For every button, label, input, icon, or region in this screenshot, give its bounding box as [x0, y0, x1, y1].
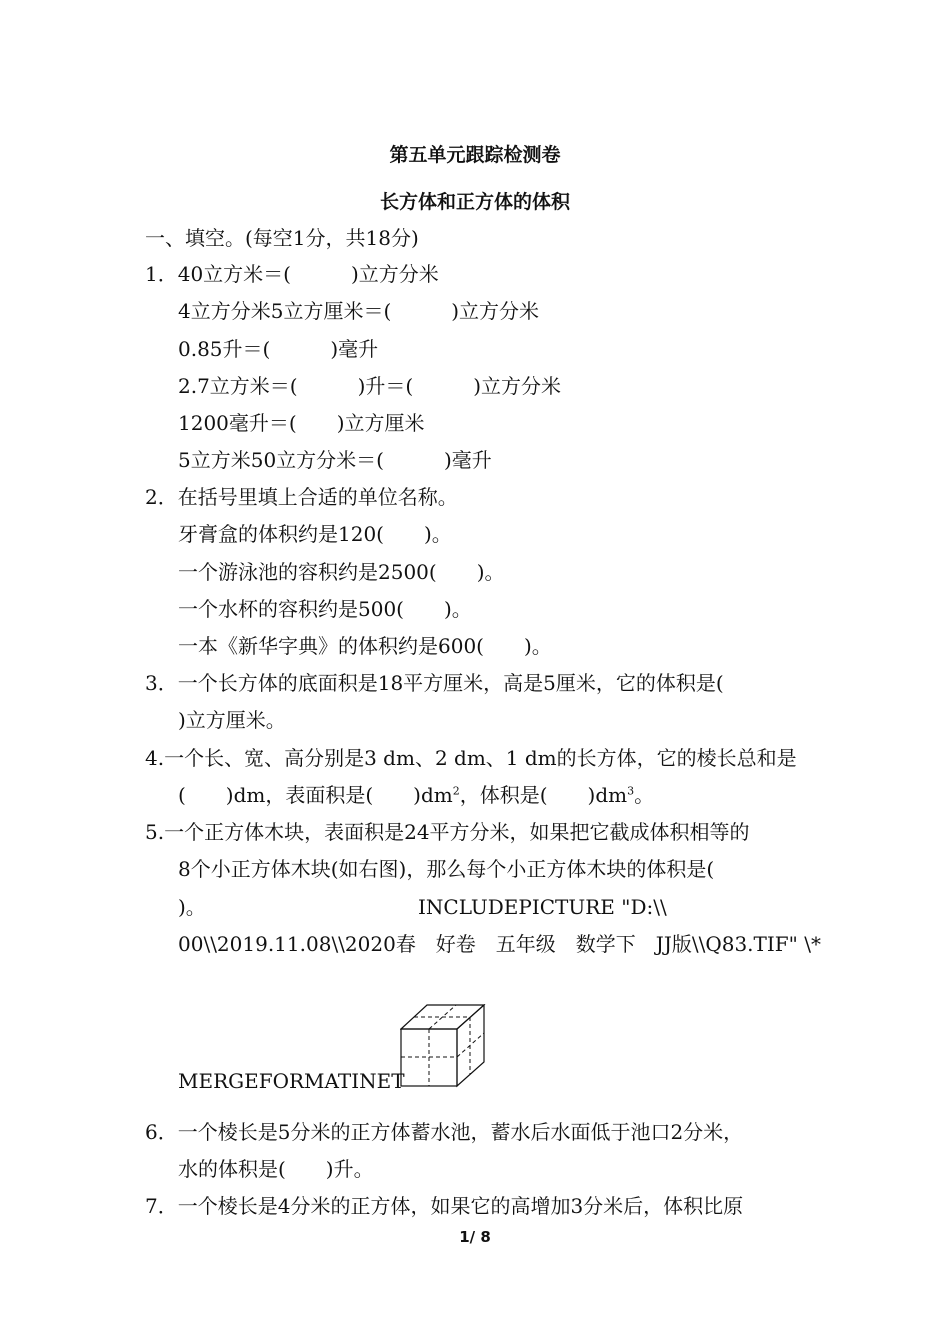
question-number: 4.: [145, 746, 165, 770]
question-line: 5立方米50立方分米＝( )毫升: [178, 448, 492, 472]
question-line: )。: [178, 895, 206, 919]
question-line: )立方厘米。: [178, 708, 286, 732]
superscript: 2: [452, 784, 460, 798]
question-line: 1200毫升＝( )立方厘米: [178, 411, 425, 435]
question-number: 6．: [145, 1120, 178, 1144]
question-4: [145, 746, 797, 770]
question-number: 2．: [145, 485, 178, 509]
page-subtitle: 长方体和正方体的体积: [379, 191, 570, 213]
question-line: 牙膏盒的体积约是120( )。: [178, 522, 452, 546]
question-line: 一个棱长是4分米的正方体，如果它的高增加3分米后，体积比原: [177, 1194, 744, 1218]
field-code-text: MERGEFORMATINET: [178, 1069, 405, 1093]
question-number: 3．: [145, 671, 178, 695]
question-number: 5.: [145, 820, 165, 844]
question-line: 40立方米＝( )立方分米: [177, 262, 439, 286]
question-line: [178, 783, 654, 807]
field-code-text: INCLUDEPICTURE "D:\\: [418, 895, 667, 919]
question-line: 水的体积是( )升。: [178, 1157, 374, 1181]
question-5: [145, 820, 750, 844]
question-number: 7．: [145, 1194, 178, 1218]
question-line: 一个正方体木块，表面积是24平方分米，如果把它截成体积相等的: [164, 820, 750, 844]
question-line: 一本《新华字典》的体积约是600( )。: [178, 634, 552, 658]
text-fragment: ，体积是( )dm: [459, 783, 628, 807]
question-line: 一个长、宽、高分别是3 dm、2 dm、1 dm的长方体，它的棱长总和是: [164, 746, 797, 770]
field-code-text: 00\\2019.11.08\\2020春 好卷 五年级 数学下 JJ版\\Q83.TIF" \*: [178, 932, 821, 956]
question-number: 1．: [145, 262, 178, 286]
cube-figure: [400, 1004, 490, 1090]
question-line: 2.7立方米＝( )升＝( )立方分米: [178, 374, 562, 398]
page-title: 第五单元跟踪检测卷: [389, 144, 561, 166]
question-7: [145, 1194, 743, 1218]
question-line: 8个小正方体木块(如右图)，那么每个小正方体木块的体积是(: [178, 857, 715, 881]
question-1: [145, 262, 439, 286]
text-fragment: ( )dm，表面积是( )dm: [178, 783, 453, 807]
question-line: 0.85升＝( )毫升: [178, 337, 379, 361]
question-line: 4立方分米5立方厘米＝( )立方分米: [178, 299, 540, 323]
question-3: [145, 671, 724, 695]
question-2: [145, 485, 458, 509]
page-number: 1/ 8: [459, 1228, 491, 1246]
question-line: 一个游泳池的容积约是2500( )。: [178, 560, 505, 584]
text-fragment: 。: [634, 783, 655, 807]
question-6: [145, 1120, 743, 1144]
question-line: 一个长方体的底面积是18平方厘米，高是5厘米，它的体积是(: [177, 671, 724, 695]
question-line: 一个棱长是5分米的正方体蓄水池，蓄水后水面低于池口2分米，: [177, 1120, 744, 1144]
section-heading: 一、填空。(每空1分，共18分): [145, 226, 419, 250]
superscript: 3: [627, 784, 635, 798]
question-line: 一个水杯的容积约是500( )。: [178, 597, 472, 621]
question-stem: 在括号里填上合适的单位名称。: [177, 485, 458, 509]
